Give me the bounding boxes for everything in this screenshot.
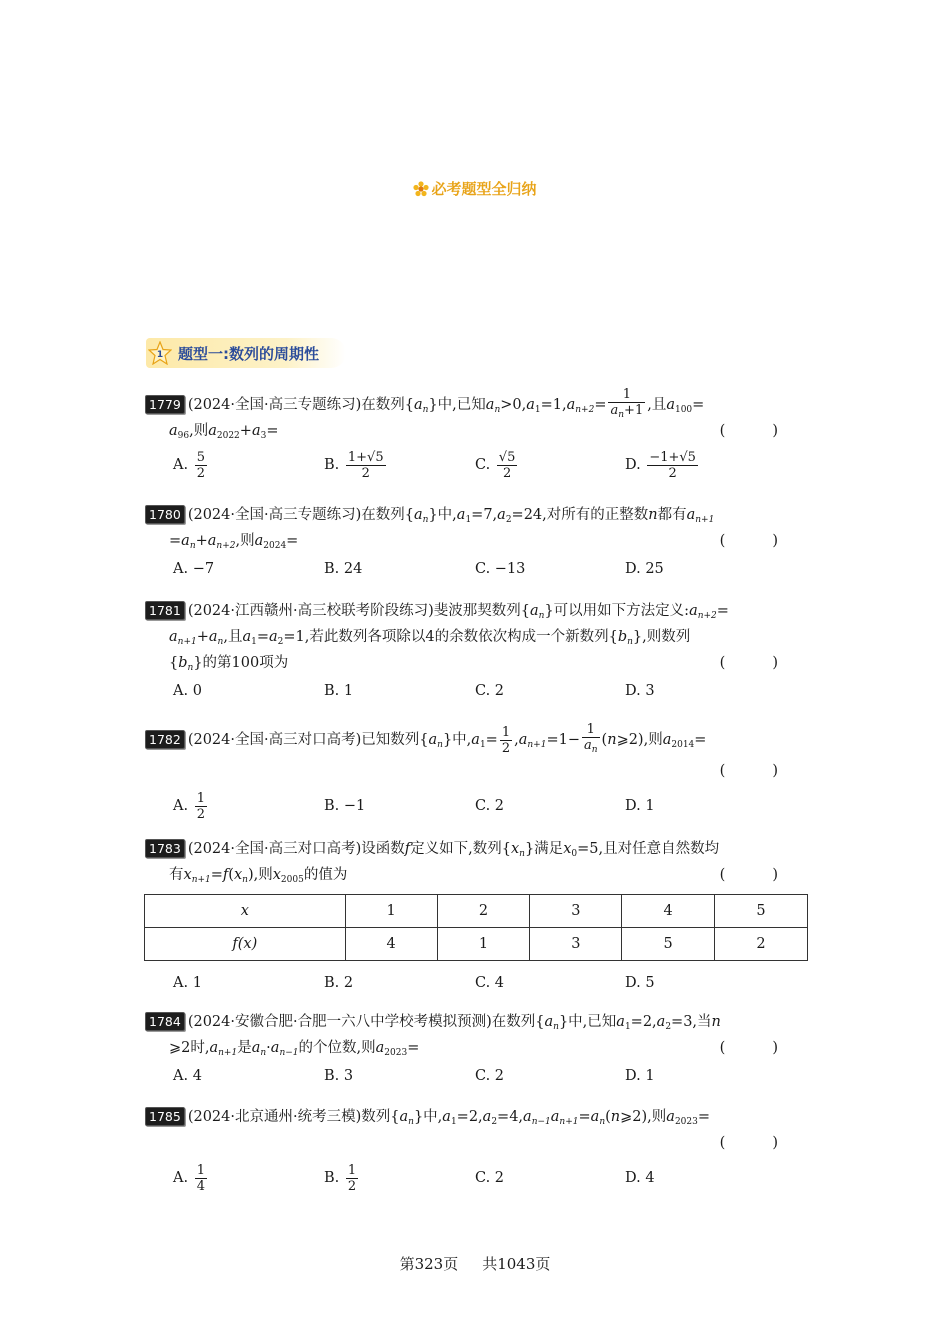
question-source: (2024·全国·高三对口高考) [187, 841, 362, 857]
option-c[interactable]: C. 2 [475, 683, 505, 699]
question-1780: 1780 (2024·全国·高三专题练习)在数列$\{a_n\}$中$,a_1=7,a_2=24$,对所有的正整数n都有$a_{n+1}$ $=a_n+a_{n+2}$,则$a_{2024}=$ ( ) A. −7 B. 24 C. −13 D. 25 [145, 502, 810, 584]
answer-paren: ( ) [719, 763, 802, 779]
table-cell: 3 [530, 895, 622, 928]
question-source: (2024·北京通州·统考三模) [187, 1109, 362, 1125]
flower-icon [413, 181, 429, 197]
question-1784: 1784 (2024·安徽合肥·合肥一六八中学校考模拟预测)在数列$\{a_n\}$中,已知$a_1=2,a_2=3$,当n ⩾2时$,a_{n+1}$是$a_n\cdot a_{n-1}$的个位数,则$a_{2023}=$ ( ) A. 4 B. 3 C. 2 D. 1 [145, 1009, 810, 1091]
table-cell: 2 [437, 895, 530, 928]
function-table [144, 894, 808, 961]
table-row [145, 895, 808, 928]
answer-paren: ( ) [719, 867, 802, 883]
question-number: 1781 [145, 601, 185, 620]
question-1779: 1779 (2024·全国·高三专题练习)在数列$\{a_n\}$中,已知$a_n>0,a_1=1,a_{n+2}=$ $\frac{1}{a_n+1}$ ,且$a_{100}=$ $a_{96}$,则$a_{2022}+a_3=$ ( ) A. $\frac{5}{2}$ B. $\frac{1+√5}{2}$ C. $\frac{√5}{2}$ D. $\frac{-1+√5}{2}$ [145, 387, 810, 485]
options [173, 676, 810, 706]
option-c[interactable]: C. −13 [475, 561, 526, 577]
option-d[interactable]: D. 4 [625, 1170, 655, 1186]
star-badge-icon [148, 341, 172, 365]
option-b[interactable]: B. 2 [324, 975, 354, 991]
question-1785: 1785 (2024·北京通州·统考三模)数列$\{a_n\}$中$,a_1=2,a_2=4,a_{n-1}a_{n+1}=a_n(n⩾2)$,则$a_{2023}=$ ( ) A. $\frac{1}{4}$ B. $\frac{1}{2}$ C. 2 D. 4 [145, 1104, 810, 1198]
option-b[interactable]: B. 24 [324, 561, 363, 577]
option-c[interactable]: C. 2 [475, 798, 505, 814]
options [173, 1061, 810, 1091]
options [173, 554, 810, 584]
option-a[interactable]: A. −7 [173, 561, 215, 577]
table-cell: 5 [715, 895, 808, 928]
table-cell: 1 [345, 895, 437, 928]
option-c[interactable]: C. $\frac{√5}{2}$ [475, 449, 516, 481]
option-d[interactable]: D. 5 [625, 975, 655, 991]
question-number: 1785 [145, 1107, 185, 1126]
section-title [0, 178, 950, 199]
question-source: (2024·全国·高三专题练习) [187, 507, 362, 523]
page-footer [0, 1253, 950, 1274]
question-1783-options [145, 968, 810, 998]
question-number: 1780 [145, 505, 185, 524]
question-1783: 1783 (2024·全国·高三对口高考)设函数f定义如下,数列$\{x_n\}$满足$x_0=5$,且对任意自然数均 有$x_{n+1}=f(x_n)$,则$x_{2005}$的值为 ( ) [145, 836, 810, 888]
option-d[interactable]: D. $\frac{-1+√5}{2}$ [625, 449, 696, 481]
table-cell: 4 [622, 895, 715, 928]
question-number: 1784 [145, 1012, 185, 1031]
type-banner-title: 题型一:数列的周期性 [178, 345, 319, 363]
option-c[interactable]: C. 2 [475, 1068, 505, 1084]
option-a[interactable]: A. $\frac{1}{4}$ [173, 1162, 205, 1194]
table-cell: 1 [437, 928, 530, 961]
question-source: (2024·全国·高三对口高考) [187, 732, 362, 748]
type-banner [146, 338, 346, 368]
option-b[interactable]: B. $\frac{1}{2}$ [324, 1162, 357, 1194]
option-a[interactable]: A. $\frac{1}{2}$ [173, 790, 205, 822]
table-cell: 2 [715, 928, 808, 961]
svg-text:1: 1 [156, 350, 164, 360]
option-d[interactable]: D. 1 [625, 1068, 655, 1084]
option-b[interactable]: B. 1 [324, 683, 354, 699]
option-a[interactable]: A. 4 [173, 1068, 202, 1084]
option-d[interactable]: D. 25 [625, 561, 664, 577]
answer-paren: ( ) [719, 423, 802, 439]
table-cell: f(x) [145, 928, 346, 961]
question-source: (2024·全国·高三专题练习) [187, 397, 362, 413]
question-1782: 1782 (2024·全国·高三对口高考)已知数列$\{a_n\}$中$,a_1=$ $\frac{1}{2}$ $,a_{n+1}=1-$ $\frac{1}{a_n}$ (n⩾2),则$a_{2014}=$ ( ) A. $\frac{1}{2}$ B. −1 C. 2 D. 1 [145, 722, 810, 826]
option-a[interactable]: A. $\frac{5}{2}$ [173, 449, 205, 481]
option-c[interactable]: C. 4 [475, 975, 505, 991]
question-number: 1782 [145, 730, 185, 749]
table-cell: 5 [622, 928, 715, 961]
section-title-text: 必考题型全归纳 [431, 180, 537, 198]
table-cell: 4 [345, 928, 437, 961]
table-row [145, 928, 808, 961]
total-pages: 共1043页 [482, 1255, 551, 1273]
answer-paren: ( ) [719, 533, 802, 549]
question-number: 1783 [145, 839, 185, 858]
option-b[interactable]: B. −1 [324, 798, 366, 814]
page-number: 第323页 [399, 1255, 459, 1273]
question-source: (2024·安徽合肥·合肥一六八中学校考模拟预测) [187, 1014, 492, 1030]
answer-paren: ( ) [719, 1135, 802, 1151]
options [173, 1158, 810, 1198]
options [173, 968, 810, 998]
question-number: 1779 [145, 395, 185, 414]
option-a[interactable]: A. 0 [173, 683, 202, 699]
option-c[interactable]: C. 2 [475, 1170, 505, 1186]
options [173, 786, 810, 826]
question-1781: 1781 (2024·江西赣州·高三校联考阶段练习)斐波那契数列$\{a_n\}$可以用如下方法定义$:a_{n+2}=$ $a_{n+1}+a_n$,且$a_1=a_2=1$,若此数列各项除以4的余数依次构成一个新数列$\{b_n\}$,则数列 $\{b_n\}$的第100项为 ( ) A. 0 B. 1 C. 2 D. 3 [145, 598, 810, 706]
option-b[interactable]: B. $\frac{1+√5}{2}$ [324, 449, 384, 481]
option-d[interactable]: D. 1 [625, 798, 655, 814]
question-source: (2024·江西赣州·高三校联考阶段练习) [187, 603, 434, 619]
table-cell: 3 [530, 928, 622, 961]
answer-paren: ( ) [719, 655, 802, 671]
table-cell: x [145, 895, 346, 928]
option-d[interactable]: D. 3 [625, 683, 655, 699]
answer-paren: ( ) [719, 1040, 802, 1056]
option-b[interactable]: B. 3 [324, 1068, 354, 1084]
option-a[interactable]: A. 1 [173, 975, 202, 991]
options [173, 445, 810, 485]
